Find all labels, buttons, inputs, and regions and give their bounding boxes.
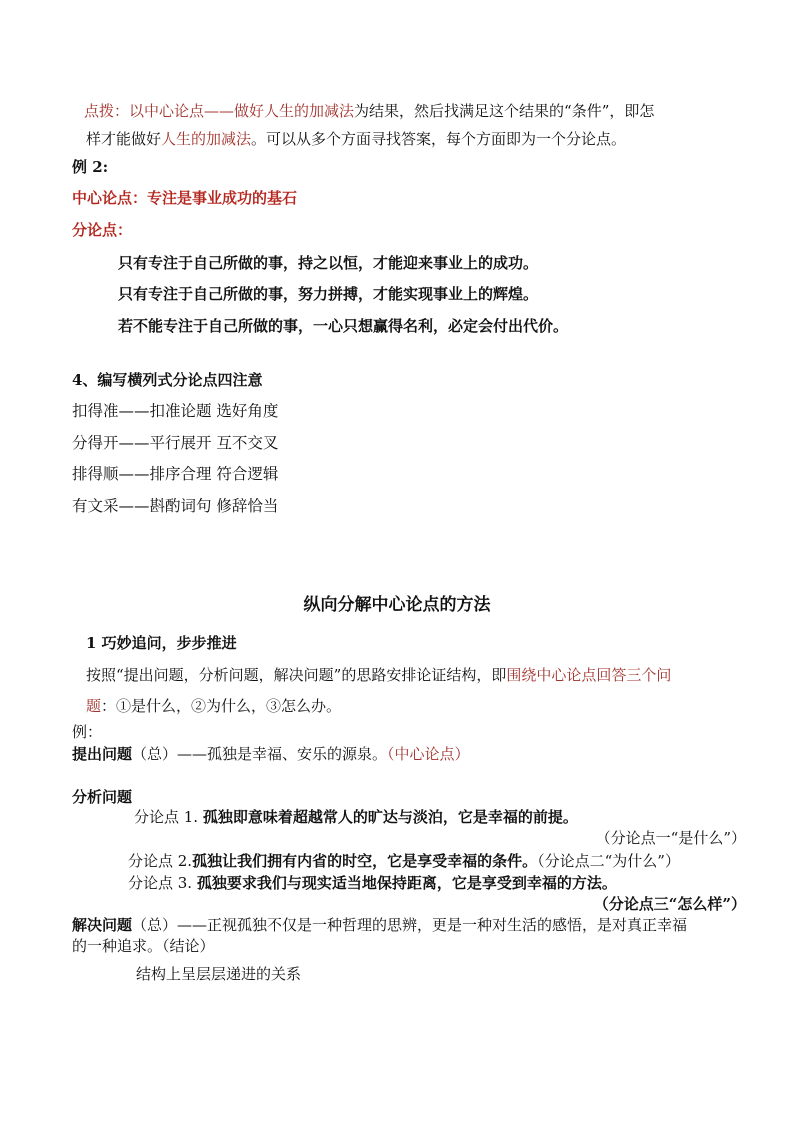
method-1-desc-text-2: ：①是什么，②为什么，③怎么办。 [101, 697, 342, 715]
solve-question-label: 解决问题 [72, 916, 133, 934]
hint-keyword-2: 人生的加减法 [161, 130, 252, 148]
analyze-question-label: 分析问题 [72, 788, 133, 806]
rule-item-4: 有文采——斟酌词句 修辞恰当 [72, 497, 279, 515]
example-2-central-point: 中心论点：专注是事业成功的基石 [72, 189, 298, 207]
raise-question-text: （总）——孤独是幸福、安乐的源泉。 [132, 745, 388, 763]
analysis-point-1 [134, 806, 578, 828]
example-label: 例： [72, 723, 103, 741]
sub-point-2: 只有专注于自己所做的事，努力拼搏，才能实现事业上的辉煌。 [118, 285, 539, 303]
analysis-point-3-prefix: 分论点 3. [128, 874, 193, 892]
hint-keyword-1: 中心论点——做好人生的加减法 [144, 102, 355, 120]
method-1-desc-text: 按照“提出问题，分析问题，解决问题”的思路安排论证结构，即 [86, 666, 507, 684]
analysis-point-2-note: （分论点二“为什么”） [537, 852, 680, 870]
example-2-sub-label: 分论点： [72, 221, 133, 239]
analysis-point-1-text: 孤独即意味着超越常人的旷达与淡泊，它是幸福的前提。 [202, 808, 578, 826]
rule-item-1: 扣得准——扣准论题 选好角度 [72, 402, 279, 420]
sub-point-1: 只有专注于自己所做的事，持之以恒，才能迎来事业上的成功。 [118, 254, 539, 272]
rule-item-2: 分得开——平行展开 互不交叉 [72, 434, 279, 452]
hint-line-1 [84, 100, 654, 122]
structure-note: 结构上呈层层递进的关系 [136, 965, 302, 983]
method-1-desc-line-1 [86, 664, 671, 686]
analysis-point-2-text: 孤独让我们拥有内省的时空，它是享受幸福的条件。 [192, 852, 538, 870]
method-1-heading: 1 巧妙追问，步步推进 [86, 634, 237, 652]
section-4-heading: 4、编写横列式分论点四注意 [72, 371, 263, 389]
section-title: 纵向分解中心论点的方法 [303, 595, 491, 615]
method-1-desc-highlight: 围绕中心论点回答三个问 [506, 666, 672, 684]
analysis-point-2 [128, 850, 680, 872]
analysis-point-3-note: （分论点三“怎么样”） [593, 895, 746, 913]
analysis-point-1-note: （分论点一“是什么”） [595, 829, 746, 847]
solve-question-line-2: 的一种追求。（结论） [72, 937, 215, 955]
method-1-desc-line-2 [86, 695, 341, 717]
hint-text-3: 。可以从多个方面寻找答案，每个方面即为一个分论点。 [251, 130, 627, 148]
example-2-label: 例 2: [72, 158, 109, 176]
solve-question-text-1: （总）——正视孤独不仅是一种哲理的思辨，更是一种对生活的感悟，是对真正幸福 [132, 916, 688, 934]
hint-label: 点拨：以 [84, 102, 145, 120]
sub-point-3: 若不能专注于自己所做的事，一心只想赢得名利，必定会付出代价。 [118, 317, 569, 335]
rule-item-3: 排得顺——排序合理 符合逻辑 [72, 465, 279, 483]
hint-text-1: 为结果，然后找满足这个结果的“条件”，即怎 [354, 102, 655, 120]
raise-question-note: （中心论点） [387, 745, 470, 763]
analysis-point-3-text: 孤独要求我们与现实适当地保持距离，它是享受到幸福的方法。 [196, 874, 617, 892]
hint-line-2 [86, 128, 626, 150]
analysis-point-2-prefix: 分论点 2. [128, 852, 193, 870]
hint-text-2: 样才能做好 [86, 130, 162, 148]
raise-question-line [72, 743, 470, 765]
analysis-point-1-prefix: 分论点 1. [134, 808, 199, 826]
method-1-desc-highlight-2: 题 [86, 697, 102, 715]
solve-question-line-1 [72, 914, 687, 936]
raise-question-label: 提出问题 [72, 745, 133, 763]
analysis-point-3 [128, 872, 617, 894]
